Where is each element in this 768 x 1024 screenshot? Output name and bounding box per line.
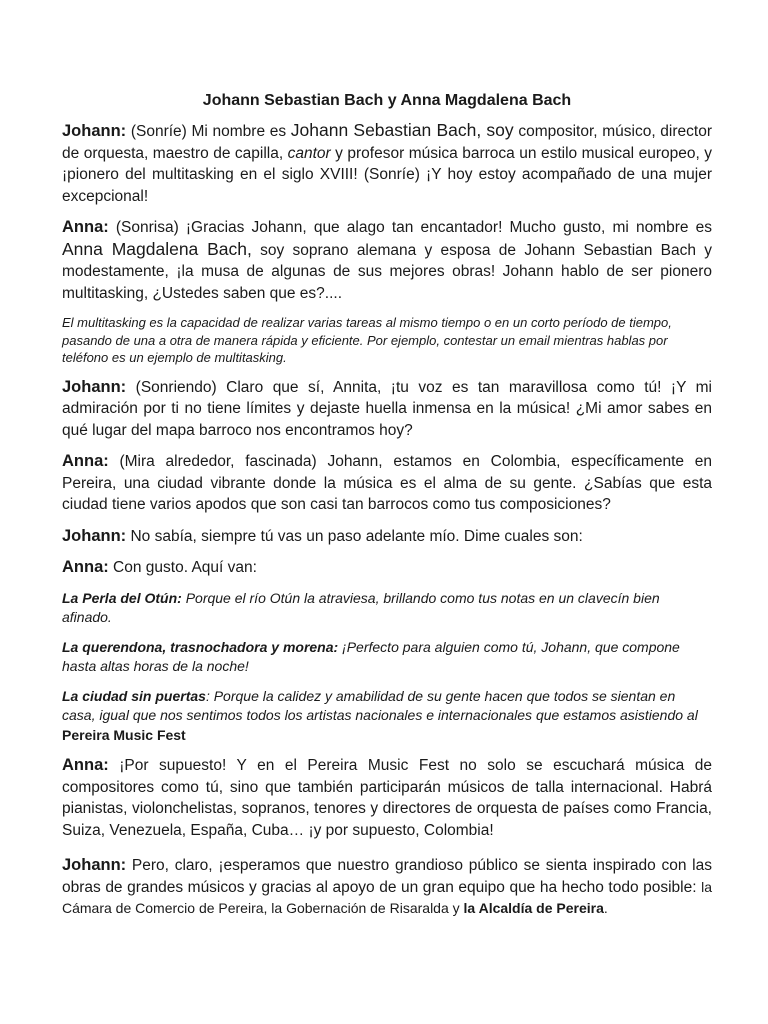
dialogue-text: (Mira alrededor, fascinada) Johann, estamos en Colombia, específicamente en Pereira, una ciudad vibrante donde la música es el alma de su gente. ¿Sabías que esta ciudad tiene varios apodos que son casi tan barrocos como tus composiciones?	[62, 453, 712, 513]
dialogue-text: Pero, claro, ¡esperamos que nuestro grandioso público se sienta inspirado con las obras de grandes músicos y gracias al apoyo de un gran equipo que ha hecho todo posible:	[62, 857, 712, 896]
cantor-text: cantor	[287, 144, 331, 162]
period-text: .	[603, 900, 608, 916]
dialogue-text: (Sonriendo) Claro que sí, Annita, ¡tu voz es tan maravillosa como tú! ¡Y mi admiración por ti no tiene límites y dejaste huella inmensa en la música! ¿Mi amor sabes en qué lugar del mapa barroco nos encontramos hoy?	[62, 378, 712, 439]
dialogue-johann-3	[62, 526, 712, 548]
nickname-label: La querendona, trasnochadora y morena:	[62, 638, 339, 655]
dialogue-text: compositor, músico, director de orquesta, maestro de capilla,	[62, 123, 712, 162]
nickname-text: Porque el río Otún la atraviesa, brillando como tus notas en un clavecín bien afinado.	[62, 589, 660, 625]
festival-name: Pereira Music Fest	[62, 726, 186, 743]
dialogue-text: y profesor música barroca un estilo musical europeo, y ¡pionero del multitasking en el siglo XVIII! (Sonríe) ¡Y hoy estoy acompañado de una mujer excepcional!	[62, 144, 712, 205]
name-text: Anna Magdalena Bach,	[62, 238, 252, 259]
speaker-label: Johann:	[62, 856, 127, 874]
speaker-label: Anna:	[62, 558, 109, 576]
dialogue-text: (Sonrisa) ¡Gracias Johann, que alago tan encantador! Mucho gusto, mi nombre es	[108, 219, 712, 236]
page-title: Johann Sebastian Bach y Anna Magdalena Bach	[202, 92, 572, 109]
dialogue-anna-3	[62, 557, 712, 579]
dialogue-text: (Sonríe) Mi nombre es	[126, 123, 291, 140]
sponsors-text: la Cámara de Comercio de Pereira, la Gobernación de Risaralda y	[62, 878, 712, 916]
nickname-item-1	[62, 589, 712, 628]
speaker-label: Anna:	[62, 218, 109, 236]
dialogue-anna-4	[62, 755, 712, 841]
dialogue-johann-4	[62, 855, 712, 920]
speaker-label: Johann:	[62, 122, 127, 140]
dialogue-text: Con gusto. Aquí van:	[108, 559, 257, 576]
dialogue-anna-1	[62, 217, 712, 304]
multitasking-note: El multitasking es la capacidad de realizar varias tareas al mismo tiempo o en un corto período de tiempo, pasando de una a otra de manera rápida y eficiente. Por ejemplo, contestar un email mientras hablas por teléfono es un ejemplo de multitasking.	[62, 315, 672, 365]
nickname-text: ¡Perfecto para alguien como tú, Johann, que compone hasta altas horas de la noche!	[62, 638, 680, 674]
nickname-item-3	[62, 687, 712, 746]
nickname-label: La ciudad sin puertas	[62, 687, 206, 704]
speaker-label: Johann:	[62, 526, 127, 545]
dialogue-johann-2	[62, 377, 712, 442]
nickname-item-2	[62, 638, 712, 677]
dialogue-text: No sabía, siempre tú vas un paso adelante mío. Dime cuales son:	[126, 527, 583, 545]
dialogue-johann-1	[62, 120, 712, 207]
dialogue-text: soy soprano alemana y esposa de Johann Sebastian Bach y modestamente, ¡la musa de algunas de sus mejores obras! Johann hablo de ser pionero multitasking, ¿Ustedes saben que es?....	[62, 241, 712, 302]
speaker-label: Anna:	[62, 452, 109, 470]
alcaldia-text: la Alcaldía de Pereira	[463, 900, 604, 916]
nickname-text: : Porque la calidez y amabilidad de su gente hacen que todos se sientan en casa, igual que nos sentimos todos los artistas nacionales e internacionales que estamos asistiendo al	[62, 687, 698, 723]
speaker-label: Anna:	[62, 756, 109, 774]
speaker-label: Johann:	[62, 377, 127, 396]
document-page	[62, 92, 712, 930]
name-text: Johann Sebastian Bach, soy	[290, 120, 514, 140]
dialogue-text: ¡Por supuesto! Y en el Pereira Music Fest no solo se escuchará música de compositores como tú, sino que también participarán músicos de talla internacional. Habrá pianistas, violonchelistas, sopranos, tenores y directores de orquesta de países como Francia, Suiza, Venezuela, España, Cuba… ¡y por supuesto, Colombia!	[62, 757, 712, 839]
dialogue-anna-2	[62, 451, 712, 516]
nickname-label: La Perla del Otún:	[62, 589, 182, 606]
